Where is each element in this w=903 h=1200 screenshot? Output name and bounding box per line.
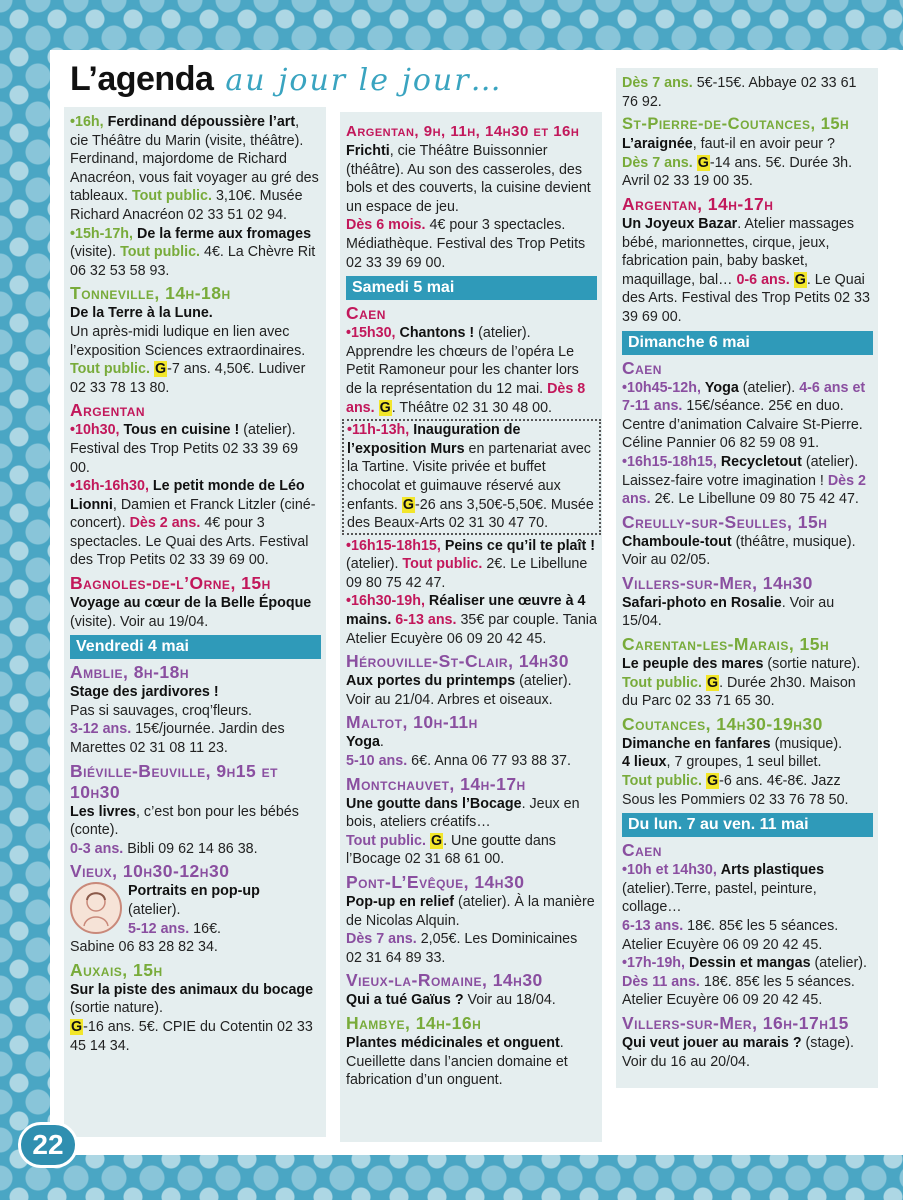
event-entry: Frichti, cie Théâtre Buissonnier (théâtre). Au son des casseroles, des bols et des couverts, la cuisine devient un espace de jeu. Dès 6 mois. 4€ pour 3 spectacles. Médiathèque. Festival des Trop Petits 02 33 39 69 00.	[346, 143, 591, 271]
place-heading: Pont-L’Evêque, 14h30	[346, 872, 525, 892]
place-heading: Montchauvet, 14h-17h	[346, 773, 526, 794]
event-entry: •16h30-19h, Réaliser une œuvre à 4 mains. 6-13 ans. 35€ par couple. Tania Atelier Ecuyère 06 09 20 42 45.	[346, 593, 597, 647]
place-heading: Argentan, 9h, 11h, 14h30 et 16h	[346, 123, 580, 140]
event-entry: Pop-up en relief (atelier). À la manière de Nicolas Alquin. Dès 7 ans. 2,05€. Les Dominicaines 02 31 64 89 33.	[346, 894, 595, 966]
place-heading: Vieux-la-Romaine, 14h30	[346, 970, 543, 991]
event-entry: Stage des jardivores ! Pas si sauvages, croq’fleurs. 3-12 ans. 15€/journée. Jardin des Marettes 02 31 08 11 23.	[70, 684, 285, 757]
event-entry: •16h, Ferdinand dépoussière l’art, cie Théâtre du Marin (visite, théâtre). Ferdinand, majordome de Richard Anacréon, vous fait voyager au gré des tableaux. Tout public. 3,10€. Musée Richard Anacréon 02 33 51 02 94.	[70, 114, 319, 223]
place-heading: Hambye, 14h-16h	[346, 1012, 482, 1033]
event-entry: L’araignée, faut-il en avoir peur ? Dès 7 ans. G-14 ans. 5€. Durée 3h. Avril 02 33 19 00 35.	[622, 136, 853, 190]
event-entry: Dès 7 ans. 5€-15€. Abbaye 02 33 61 76 92.	[622, 75, 857, 110]
event-entry: Une goutte dans l’Bocage. Jeux en bois, ateliers créatifs… Tout public. G. Une goutte dans l’Bocage 02 31 68 61 00.	[346, 795, 580, 868]
event-entry: Sabine 06 83 28 82 34.	[70, 939, 218, 956]
agenda-page	[50, 50, 903, 1155]
event-entry: Chamboule-tout (théâtre, musique). Voir au 02/05.	[622, 533, 856, 569]
event-entry: •10h et 14h30, Arts plastiques (atelier).Terre, pastel, peinture, collage… 6-13 ans. 18€. 85€ les 5 séances. Atelier Ecuyère 06 09 20 42 45.	[622, 862, 839, 953]
event-entry: •15h30, Chantons ! (atelier). Apprendre les chœurs de l’opéra Le Petit Ramoneur pour les chanter lors de la représentation du 12 mai. Dès 8 ans. G. Théâtre 02 31 30 48 00.	[346, 325, 586, 416]
free-badge: G	[402, 496, 414, 513]
event-entry: De la Terre à la Lune. Un après-midi ludique en lien avec l’exposition Sciences extraordinaires. Tout public. G-7 ans. 4,50€. Ludiver 02 33 78 13 80.	[70, 305, 306, 396]
day-header: Du lun. 7 au ven. 11 mai	[622, 813, 873, 837]
event-entry: Qui a tué Gaïus ? Voir au 18/04.	[346, 992, 556, 1009]
event-entry: Plantes médicinales et onguent. Cueillette dans l’ancien domaine et fabrication d’un onguent.	[346, 1034, 568, 1089]
event-entry: Portraits en pop-up (atelier). 5-12 ans. 16€.	[70, 882, 321, 938]
event-entry: Dimanche en fanfares (musique). 4 lieux, 7 groupes, 1 seul billet. Tout public. G-6 ans. 4€-8€. Jazz Sous les Pommiers 02 33 76 78 50.	[622, 735, 849, 808]
place-heading: St-Pierre-de-Coutances, 15h	[622, 115, 850, 134]
free-badge: G	[430, 832, 443, 849]
free-badge: G	[697, 154, 709, 171]
event-entry: Un Joyeux Bazar. Atelier massages bébé, marionnettes, cirque, jeux, fabrication pain, baby basket, maquillage, bal… 0-6 ans. G. Le Quai des Arts. Festival des Trop Petits 02 33 39 69 00.	[622, 215, 870, 325]
place-heading: Bagnoles-de-l’Orne, 15h	[70, 573, 271, 594]
place-heading: Caen	[346, 303, 386, 324]
event-entry: •16h-16h30, Le petit monde de Léo Lionni, Damien et Franck Litzler (ciné-concert). Dès 2 ans. 4€ pour 3 spectacles. Le Quai des Arts. Festival des Trop Petits 02 33 39 69 00.	[70, 478, 316, 569]
place-heading: Biéville-Beuville, 9h15 et 10h30	[70, 760, 278, 802]
event-entry: Safari-photo en Rosalie. Voir au 15/04.	[622, 594, 835, 630]
agenda-column-2	[340, 112, 602, 1142]
place-heading: Auxais, 15h	[70, 959, 163, 980]
agenda-column-3	[616, 68, 878, 1088]
event-entry: •11h-13h, Inauguration de l’exposition Murs en partenariat avec la Tartine. Visite privée et buffet chocolat et guimauve réservé aux enfants. G-26 ans 3,50€-5,50€. Musée des Beaux-Arts 02 31 30 47 70.	[347, 422, 594, 532]
place-heading: Villers-sur-Mer, 14h30	[622, 572, 813, 593]
event-entry: Qui veut jouer au marais ? (stage). Voir du 16 au 20/04.	[622, 1034, 855, 1070]
page-subtitle: au jour le jour…	[225, 63, 503, 98]
event-entry: Le peuple des mares (sortie nature). Tout public. G. Durée 2h30. Maison du Parc 02 33 71 65 30.	[622, 656, 861, 710]
place-heading: Amblie, 8h-18h	[70, 662, 190, 683]
page-title: L’agenda	[70, 60, 214, 98]
place-heading: Carentan-les-Marais, 15h	[622, 634, 830, 655]
place-heading: Creully-sur-Seulles, 15h	[622, 511, 828, 532]
free-badge: G	[794, 271, 806, 288]
place-heading: Villers-sur-Mer, 16h-17h15	[622, 1012, 849, 1033]
place-heading: Caen	[622, 840, 662, 861]
day-header: Dimanche 6 mai	[622, 331, 873, 355]
place-heading: Maltot, 10h-11h	[346, 712, 478, 733]
free-badge: G	[706, 674, 719, 691]
place-heading: Tonneville, 14h-18h	[70, 283, 231, 304]
event-entry: Les livres, c’est bon pour les bébés (conte). 0-3 ans. Bibli 09 62 14 86 38.	[70, 803, 299, 857]
event-entry: •16h15-18h15, Peins ce qu’il te plaît ! (atelier). Tout public. 2€. Le Libellune 09 80 75 42 47.	[346, 537, 595, 591]
event-entry: Yoga. 5-10 ans. 6€. Anna 06 77 93 88 37.	[346, 734, 571, 770]
event-entry: •10h45-12h, Yoga (atelier). 4-6 ans et 7-11 ans. 15€/séance. 25€ en duo. Centre d’animation Calvaire St-Pierre. Céline Pannier 06 82 59 08 91.	[622, 379, 866, 452]
portrait-icon	[70, 882, 122, 934]
day-header: Samedi 5 mai	[346, 276, 597, 300]
page-number: 22	[18, 1122, 78, 1168]
place-heading: Argentan	[70, 400, 146, 421]
day-header: Vendredi 4 mai	[70, 635, 321, 659]
event-entry: •16h15-18h15, Recycletout (atelier). Laissez-faire votre imagination ! Dès 2 ans. 2€. Le Libellune 09 80 75 42 47.	[622, 453, 866, 508]
highlight-box	[342, 419, 601, 535]
place-heading: Hérouville-St-Clair, 14h30	[346, 651, 569, 672]
free-badge: G	[706, 773, 719, 790]
event-entry: Sur la piste des animaux du bocage (sortie nature). G-16 ans. 5€. CPIE du Cotentin 02 33 45 14 34.	[70, 981, 314, 1054]
agenda-column-1	[64, 107, 326, 1137]
place-heading: Argentan, 14h-17h	[622, 193, 774, 214]
place-heading: Coutances, 14h30-19h30	[622, 713, 823, 734]
page-header	[70, 60, 503, 106]
event-entry: Aux portes du printemps (atelier). Voir au 21/04. Arbres et oiseaux.	[346, 673, 572, 708]
event-entry: •10h30, Tous en cuisine ! (atelier). Festival des Trop Petits 02 33 39 69 00.	[70, 422, 299, 476]
place-heading: Caen	[622, 357, 662, 378]
event-entry: •17h-19h, Dessin et mangas (atelier). Dès 11 ans. 18€. 85€ les 5 séances. Atelier Ecuyère 06 09 20 42 45.	[622, 955, 867, 1009]
place-heading: Vieux, 10h30-12h30	[70, 861, 230, 882]
free-badge: G	[379, 399, 391, 416]
free-badge: G	[154, 361, 167, 378]
event-entry: •15h-17h, De la ferme aux fromages (visite). Tout public. 4€. La Chèvre Rit 06 32 53 58 93.	[70, 225, 316, 279]
free-badge: G	[71, 1018, 83, 1035]
event-entry: Voyage au cœur de la Belle Époque (visite). Voir au 19/04.	[70, 595, 312, 630]
